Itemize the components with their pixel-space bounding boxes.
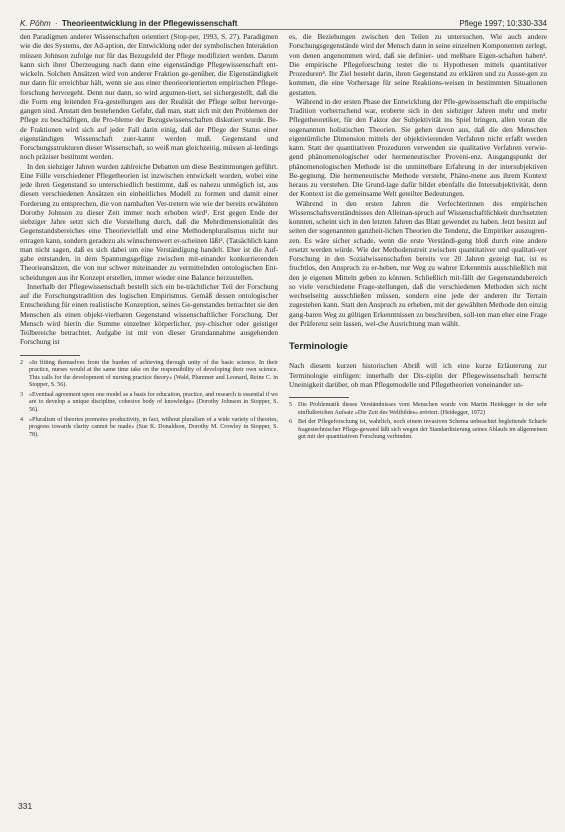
footnote-text: »In fitting themselves from the burden of achieving through unity of the basic science. In their practice, nurses would at the same time take on the responsibility of developing their own science. This calls for the development of nursing practice theory« (Wald, Plummer and Leonard, Reine C. in Stopper, S. 56).: [29, 359, 278, 389]
header-title: Theorieentwicklung in der Pflegewissenschaft: [61, 19, 238, 28]
body-paragraph: es, die Beziehungen zwischen den Teilen zu untersuchen. Wie auch andere Forschungsgegenstände wird der Mensch dann in seine einzelnen Komponenten zerlegt, von denen angenommen wird, daß sie definier- und meßbare Eigen-schaften haben³. Die empirische Pflegeforschung testet die ts Hypothesen mittels quantitativer Prozeduren⁴. Ihr Ziel besteht darin, ihren Gegenstand zu erklären und zu Ausse-gen zu kommen, die eine Vorhersage für seine Reaktions-weisen in bestimmten Situationen gestatten.: [289, 32, 547, 97]
page-number: 331: [18, 801, 33, 811]
footnote-text: Die Problematik dieses Verständnisses vom Menschen wurde von Martin Heidegger in der sehr einflußreichen Aufsatz »Die Zeit des Weltbildes« erörtert. (Heidegger, 1972): [298, 402, 547, 416]
left-column: [20, 32, 278, 441]
section-heading: Terminologie: [289, 341, 348, 352]
footnote-number: 2: [20, 359, 24, 366]
footnote-rule: [20, 355, 80, 356]
body-paragraph: den Paradigmen anderer Wissenschaften orientiert (Stop-per, 1993, S. 27). Paradigmen wie die des Systems, der Ad-aption, der Entwicklung oder der symbolischen Interaktion müssen Johnson zufolge nur für das Bezugsfeld der Pflege modifiziert werden. Darum kann sich ihrer Überzeugung nach dann eine eigenständige Pflegewissenschaft ent-wickeln. Solchen Ansätzen wird von anderer Fraktion ge-genüber, die Eigenständigkeit nur dann für erreichbar hält, wenn sie aus einer theorieorientierten empirischen Pflege-forschung hervorgeht. Denn nur dann, so wird argumen-tiert, sei sichergestellt, daß die die Form eng leitenden Fra-gestellungen aus der Realität der Pflege selbst hervorge-gangen sind. Anstatt den bestehenden Gefahr, daß man, statt sich mit den Problemen der Pflege zu beschäftigen, die Pro-bleme der Bezugswissenschaften diskutiert wurde. Be-de Fraktionen wird sich auf jeder Fall darin einig, daß der Pflege der Status einer eigenständigen Wissenschaft zuer-kannt werden muß. Gegenstand und Forschungsstrukturen dieser Wissenschaft, so weiß man gleichzeitig, müssen al-lerdings noch präziser bestimmt werden.: [20, 32, 278, 162]
footnote: [20, 417, 278, 440]
body-paragraph: Innerhalb der Pflegewissenschaft bestellt sich ein be-trächtlicher Teil der Forschung auf die Forschungstradition des logischen Empirismus. Gemäß dessen ontologischer Entscheidung für einen realistische Konzeption, seines Ge-genstandes betrachtet sie den Menschen als einen objekt-vierbaren Gegenstand wissenschaftlicher Forschung. Der Mensch wird hierin die Summe einzelner körperlicher, psy-chischer oder geistiger Teilbereiche betrachtet. Aufgabe ist mit von dieser Grundannahme ausgehenden Forschung ist: [20, 281, 278, 347]
footnote-number: 3: [20, 391, 24, 398]
footnote-number: 5: [289, 402, 293, 408]
right-column: [289, 32, 547, 444]
body-paragraph: Während in den ersten Jahren die Verfechterinnen des empirischen Wissenschaftsverständnisses den Alleinan-spruch auf Wissenschaftlichkeit durchsetzten konnten, scheint sich in den letzten Jahren das Blatt gewendet zu haben. Jetzt besitzt auf seiten der sogenannten ganzheit-lichen Theorien die Tendenz, die Empiriker auszugren-zen. Es wäre sicher schade, wenn die erste Verständi-gung bloß durch eine andere ersetzt werden würde. Wie der Methodenstreit zwischen quantitativer und qualitati-ver Forschung in den Sozialwissenschaften bereits vor 20 Jahren gezeigt hat, ist es fruchtlos, den Anspruch zu er-heben, nur Weg zu wahrer Erkenntnis ausschließlich mit den je eigenen Mitteln geben zu können. Schließlich mit-fällt der Gegenstandsbereich so viele verschiedene Frage-stellungen, daß die verschiedenen Methoden sich nicht wechselseitig ausschließen müssen, sondern eine jede der anderen ihr Terrain zugestehen kann. Statt den Anspruch zu erheben, mit der gewählten Methode den einzig gang-baren Weg zu gültigen Erkenntnissen zu beschreiben, soll-ten man eher eine Frage der Präferenz sein lassen, wel-che Ausrichtung man wählt.: [289, 198, 547, 328]
header-author: K. Pöhm: [20, 19, 51, 28]
footnote-number: 4: [20, 416, 24, 423]
body-paragraph: Nach diesem kurzen historischen Abriß will ich eine kurze Erläuterung zur Terminologie einfügen: innerhalb der Dis-ziplin der Pflegewissenschaft herrscht Uneinigkeit darüber, ob man Pflegemodelle und Pflegetheorien voneinander un-: [289, 361, 547, 389]
footnote: [289, 419, 547, 442]
footnote-number: 6: [289, 419, 293, 426]
footnote-text: Bei der Pflegeforschung ist, wahrlich, noch einem invasiven Schema unbeachtet begleitende Scharfe fragestechnischer Pflege-gewand läßt sich wegen der Standardisierung seines Ablaufs im allgemeinen gut mit der quantitativen Forschung verbinden.: [298, 419, 547, 441]
header-left: [20, 19, 237, 28]
footnote: [289, 402, 547, 417]
body-paragraph: Während in der ersten Phase der Entwicklung der Pfle-gewissenschaft die empirische Tradition vorherrschend war, eroberte sich in den siebziger Jahren mehr und mehr Pflegetheoretiker, für den Faktor der Subjektivität ins Spiel bringen, allen voran die sogenannten holistischen Theorien. Sie gehen davon aus, daß die den Menschen eigentümliche Dimension mittels der objektivierenden Verfahren nicht erfaßt werden kann. Statt der quantitativen Prozeduren verwenden sie qualitative Verfahren verwie-gend phänomenologischer oder hermeneutischer Proveni-enz. Ausgangspunkt der phänomenologischen Methode ist die unmittelbare Erfahrung in der intersubjektiven Be-gegnung. Die hermeneutische Methode versteht, Phäno-mene aus ihrem Kontext heraus zu verstehen. Die Grund-lage dafür bildet ebenfalls die Intersubjektivität, denn der Kontext ist die gemeinsame Welt geteilter Bedeutungen.: [289, 96, 547, 199]
footnote-text: »Eventual agreement upon one model as a basis for education, practice, and research is essential if we are to develop a unique discipline, cohesive body of knowledge« (Dorothy Johnson in Stopper, S. 56).: [29, 391, 278, 414]
footnote-rule: [289, 397, 349, 398]
running-header: [20, 16, 547, 30]
header-journal: Pflege 1997; 10:330-334: [459, 19, 547, 28]
body-paragraph: In den siebziger Jahren wurden zahlreiche Debatten um diese Bestimmungen geführt. Eine Fülle verschiedener Pflegetheorien ist inzwischen entwickelt worden, wobei eine jede ihren Gegenstand so unterschiedlich bestimmt, daß es nahezu unmöglich ist, aus diesen verschiedenen Ansätzen ein einheitliches Modell zu formen und damit einer Forderung zu entsprechen, die von namhaften Ver-tretern wie wie der bereits erwähnten Dorothy Johnson zu dieser Zeit immer noch erhoben wird¹. Erst gegen Ende der siebziger Jahre setzt sich die Vorstellung durch, daß die Mehrdimensionalität des Gegenstandsbereiches eine Theorievielfalt und eine Methodenpluralismus nicht nur ertragen kann, sondern geradezu als wünschenswert er-scheinen läßt². (Tatsächlich kann man nicht sagen, daß es sich dabei um eine Verständigung handelt. Eher ist die Auf-gabe entstanden, in dem Spannungsgefüge zwischen mit-einander konkurrierenden Theorieansätzen, die von nur schwer miteinander zu vermittelnden ontologischen Ent-scheidungen aus ihr Konzept erstellen, immer wieder eine Balance herzustellen.: [20, 161, 278, 282]
footnote-text: »Pluralism of theories promotes productivity, in fact, without pluralism of a wide variety of theories, progress towards clarity cannot be made« (Sue K. Donaldson, Dorothy M. Crowley in Stopper, S. 78).: [29, 416, 278, 438]
footnote: [20, 392, 278, 415]
footnote: [20, 360, 278, 390]
header-separator: ·: [54, 19, 58, 28]
